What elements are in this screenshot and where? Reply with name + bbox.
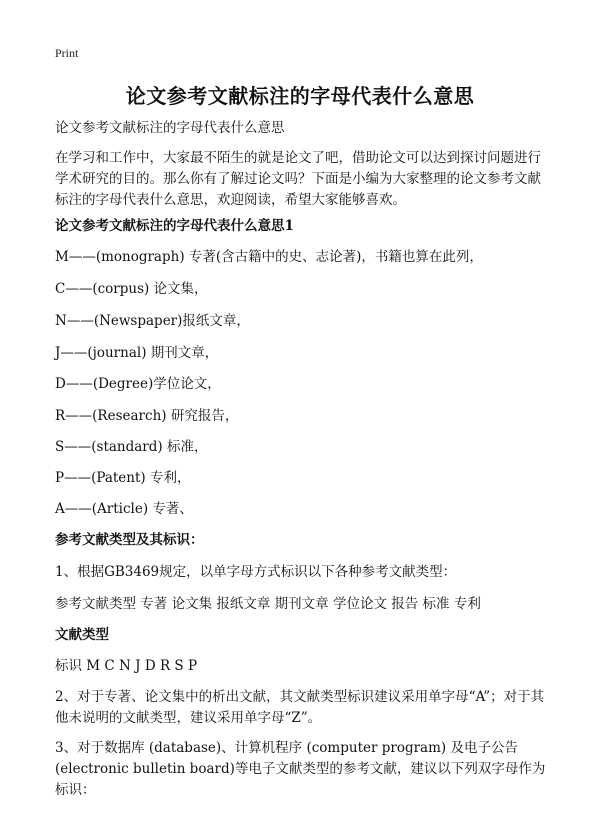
section2-paragraph-4: 2、对于专著、论文集中的析出文献，其文献类型标识建议采用单字母“A”；对于其他未说明的文献类型，建议采用单字母“Z”。 [55,689,545,726]
section2-paragraph-5: 3、对于数据库 (database)、计算机程序 (computer program) 及电子公告(electronic bulletin board)等电子文献类型的参考文献，建议以下列双字母作为标识： [55,740,546,798]
section1-heading: 论文参考文献标注的字母代表什么意思1 [55,218,294,234]
list-item: M——(monograph) 专著(含古籍中的史、志论著)，书籍也算在此列， [55,249,483,265]
section2-paragraph-3: 标识 M C N J D R S P [55,658,198,674]
list-item: J——(journal) 期刊文章， [55,345,219,361]
page-title: 论文参考文献标注的字母代表什么意思 [125,84,475,108]
list-item: A——(Article) 专著、 [55,501,193,517]
section2-paragraph-1: 1、根据GB3469规定，以单字母方式标识以下各种参考文献类型： [55,564,457,580]
list-item: N——(Newspaper)报纸文章， [55,313,250,329]
list-item: R——(Research) 研究报告， [55,408,239,424]
list-item: P——(Patent) 专利， [55,470,191,486]
doc-type-heading: 文献类型 [55,627,109,643]
list-item: C——(corpus) 论文集， [55,281,208,297]
section2-heading: 参考文献类型及其标识： [55,532,204,548]
intro-paragraph: 在学习和工作中，大家最不陌生的就是论文了吧，借助论文可以达到探讨问题进行学术研究的目的。那么你有了解过论文吗？下面是小编为大家整理的论文参考文献标注的字母代表什么意思，欢迎阅读，希望大家能够喜欢。 [55,150,541,208]
list-item: S——(standard) 标准， [55,439,208,455]
list-item: D——(Degree)学位论文， [55,376,221,392]
subtitle: 论文参考文献标注的字母代表什么意思 [55,120,285,136]
section2-paragraph-2: 参考文献类型 专著 论文集 报纸文章 期刊文章 学位论文 报告 标准 专利 [55,596,481,612]
print-link[interactable]: Print [55,46,79,60]
